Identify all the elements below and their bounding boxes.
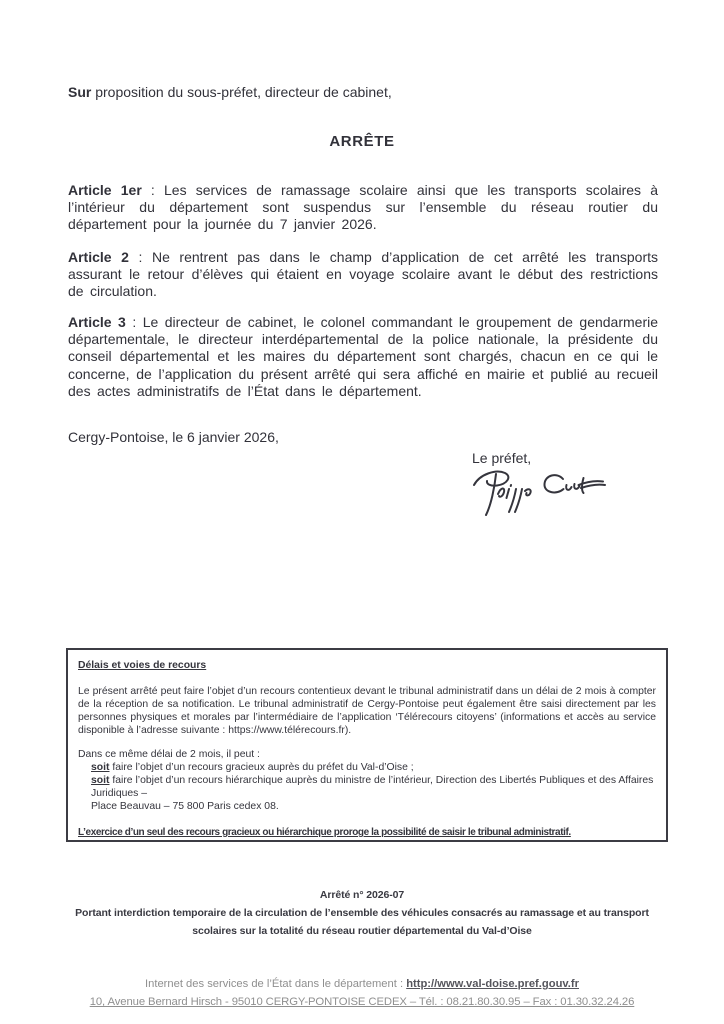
- opening-line: [68, 84, 392, 100]
- recourse-paragraph-pre: Le présent arrêté peut faire l’objet d’un recours contentieux devant le tribunal administratif dans un délai de 2 mois à compter de la réception de sa notification. Le tribunal administratif de Cergy-Pontoise peut également être saisi directement par les personnes physiques et morales par l’intermédiaire de l’application ‘Télérecours citoyens’ (informations et accès au service disponible à l’adresse suivante :: [78, 686, 656, 736]
- article-1-text: Les services de ramassage scolaire ainsi que les transports scolaires à l’intérieur du département sont suspendus sur l’ensemble du réseau routier du département pour la journée du 7 janvier 2026.: [68, 182, 658, 233]
- article-2-paragraph: [68, 249, 658, 301]
- recourse-option-gracieux: [91, 761, 656, 774]
- option-1-lead: soit: [91, 762, 110, 773]
- recourse-box: [66, 648, 668, 842]
- place-date-line: Cergy-Pontoise, le 6 janvier 2026,: [68, 429, 279, 445]
- recourse-option-hierarchique: [91, 774, 656, 800]
- article-2-label: Article 2: [68, 249, 129, 265]
- article-3-label: Article 3: [68, 314, 126, 330]
- signatory-title: Le préfet,: [472, 450, 532, 466]
- article-3-text: Le directeur de cabinet, le colonel commandant le groupement de gendarmerie départementale, le directeur interdépartemental de la police nationale, la présidente du conseil départemental et les maires du département sont chargés, chacun en ce qui le concerne, de l’application du présent arrêté qui sera affiché en mairie et publié au recueil des actes administratifs de l’État dans le département.: [68, 314, 659, 399]
- article-2-separator: :: [128, 249, 152, 265]
- opening-rest: proposition du sous-préfet, directeur de cabinet,: [91, 84, 392, 100]
- option-1-text: faire l’objet d’un recours gracieux auprès du préfet du Val-d’Oise ;: [109, 762, 414, 773]
- page-footer: [0, 975, 724, 1011]
- footer-internet-line: [0, 975, 724, 993]
- decree-subject-line-1: Portant interdiction temporaire de la circulation de l’ensemble des véhicules consacrés au ramassage et au transport: [75, 907, 649, 919]
- recourse-paragraph-post: ).: [344, 725, 352, 736]
- article-3-separator: :: [125, 314, 143, 330]
- decree-reference-block: [0, 886, 724, 940]
- article-2-text: Ne rentrent pas dans le champ d’application de cet arrêté les transports assurant le retour d’élèves qui étaient en voyage scolaire avant le début des restrictions de circulation.: [68, 249, 659, 300]
- footer-internet-label: Internet des services de l’État dans le département :: [145, 978, 407, 990]
- article-1-separator: :: [141, 182, 164, 198]
- decree-subject-line-2: scolaires sur la totalité du réseau routier départemental du Val-d’Oise: [192, 925, 532, 937]
- recourse-delay-intro: Dans ce même délai de 2 mois, il peut :: [78, 749, 260, 760]
- footer-address-line: 10, Avenue Bernard Hirsch - 95010 CERGY-PONTOISE CEDEX – Tél. : 08.21.80.30.95 – Fax : 01.30.32.24.26: [89, 996, 635, 1008]
- recourse-options: [91, 761, 656, 813]
- signature-handwritten: [466, 463, 606, 519]
- article-1-label: Article 1er: [68, 182, 142, 198]
- recourse-box-title: Délais et voies de recours: [78, 660, 207, 671]
- option-2-lead: soit: [91, 775, 110, 786]
- recourse-contentieux-paragraph: [78, 685, 656, 737]
- article-1-paragraph: [68, 182, 658, 234]
- article-3-paragraph: [68, 314, 658, 400]
- option-2-text: faire l’objet d’un recours hiérarchique auprès du ministre de l’intérieur, Direction des Libertés Publiques et des Affaires Juridiques –: [91, 775, 654, 799]
- prefecture-website-link[interactable]: http://www.val-doise.pref.gouv.fr: [406, 978, 579, 990]
- decree-number: Arrêté n° 2026-07: [319, 889, 405, 901]
- decree-title: ARRÊTE: [329, 133, 395, 150]
- opening-lead: Sur: [68, 84, 92, 100]
- recourse-closing-line: L’exercice d’un seul des recours gracieux ou hiérarchique proroge la possibilité de saisir le tribunal administratif.: [78, 827, 571, 838]
- recourse-option-address: Place Beauvau – 75 800 Paris cedex 08.: [91, 801, 279, 812]
- telerecours-link[interactable]: https://www.télérecours.fr: [228, 725, 345, 736]
